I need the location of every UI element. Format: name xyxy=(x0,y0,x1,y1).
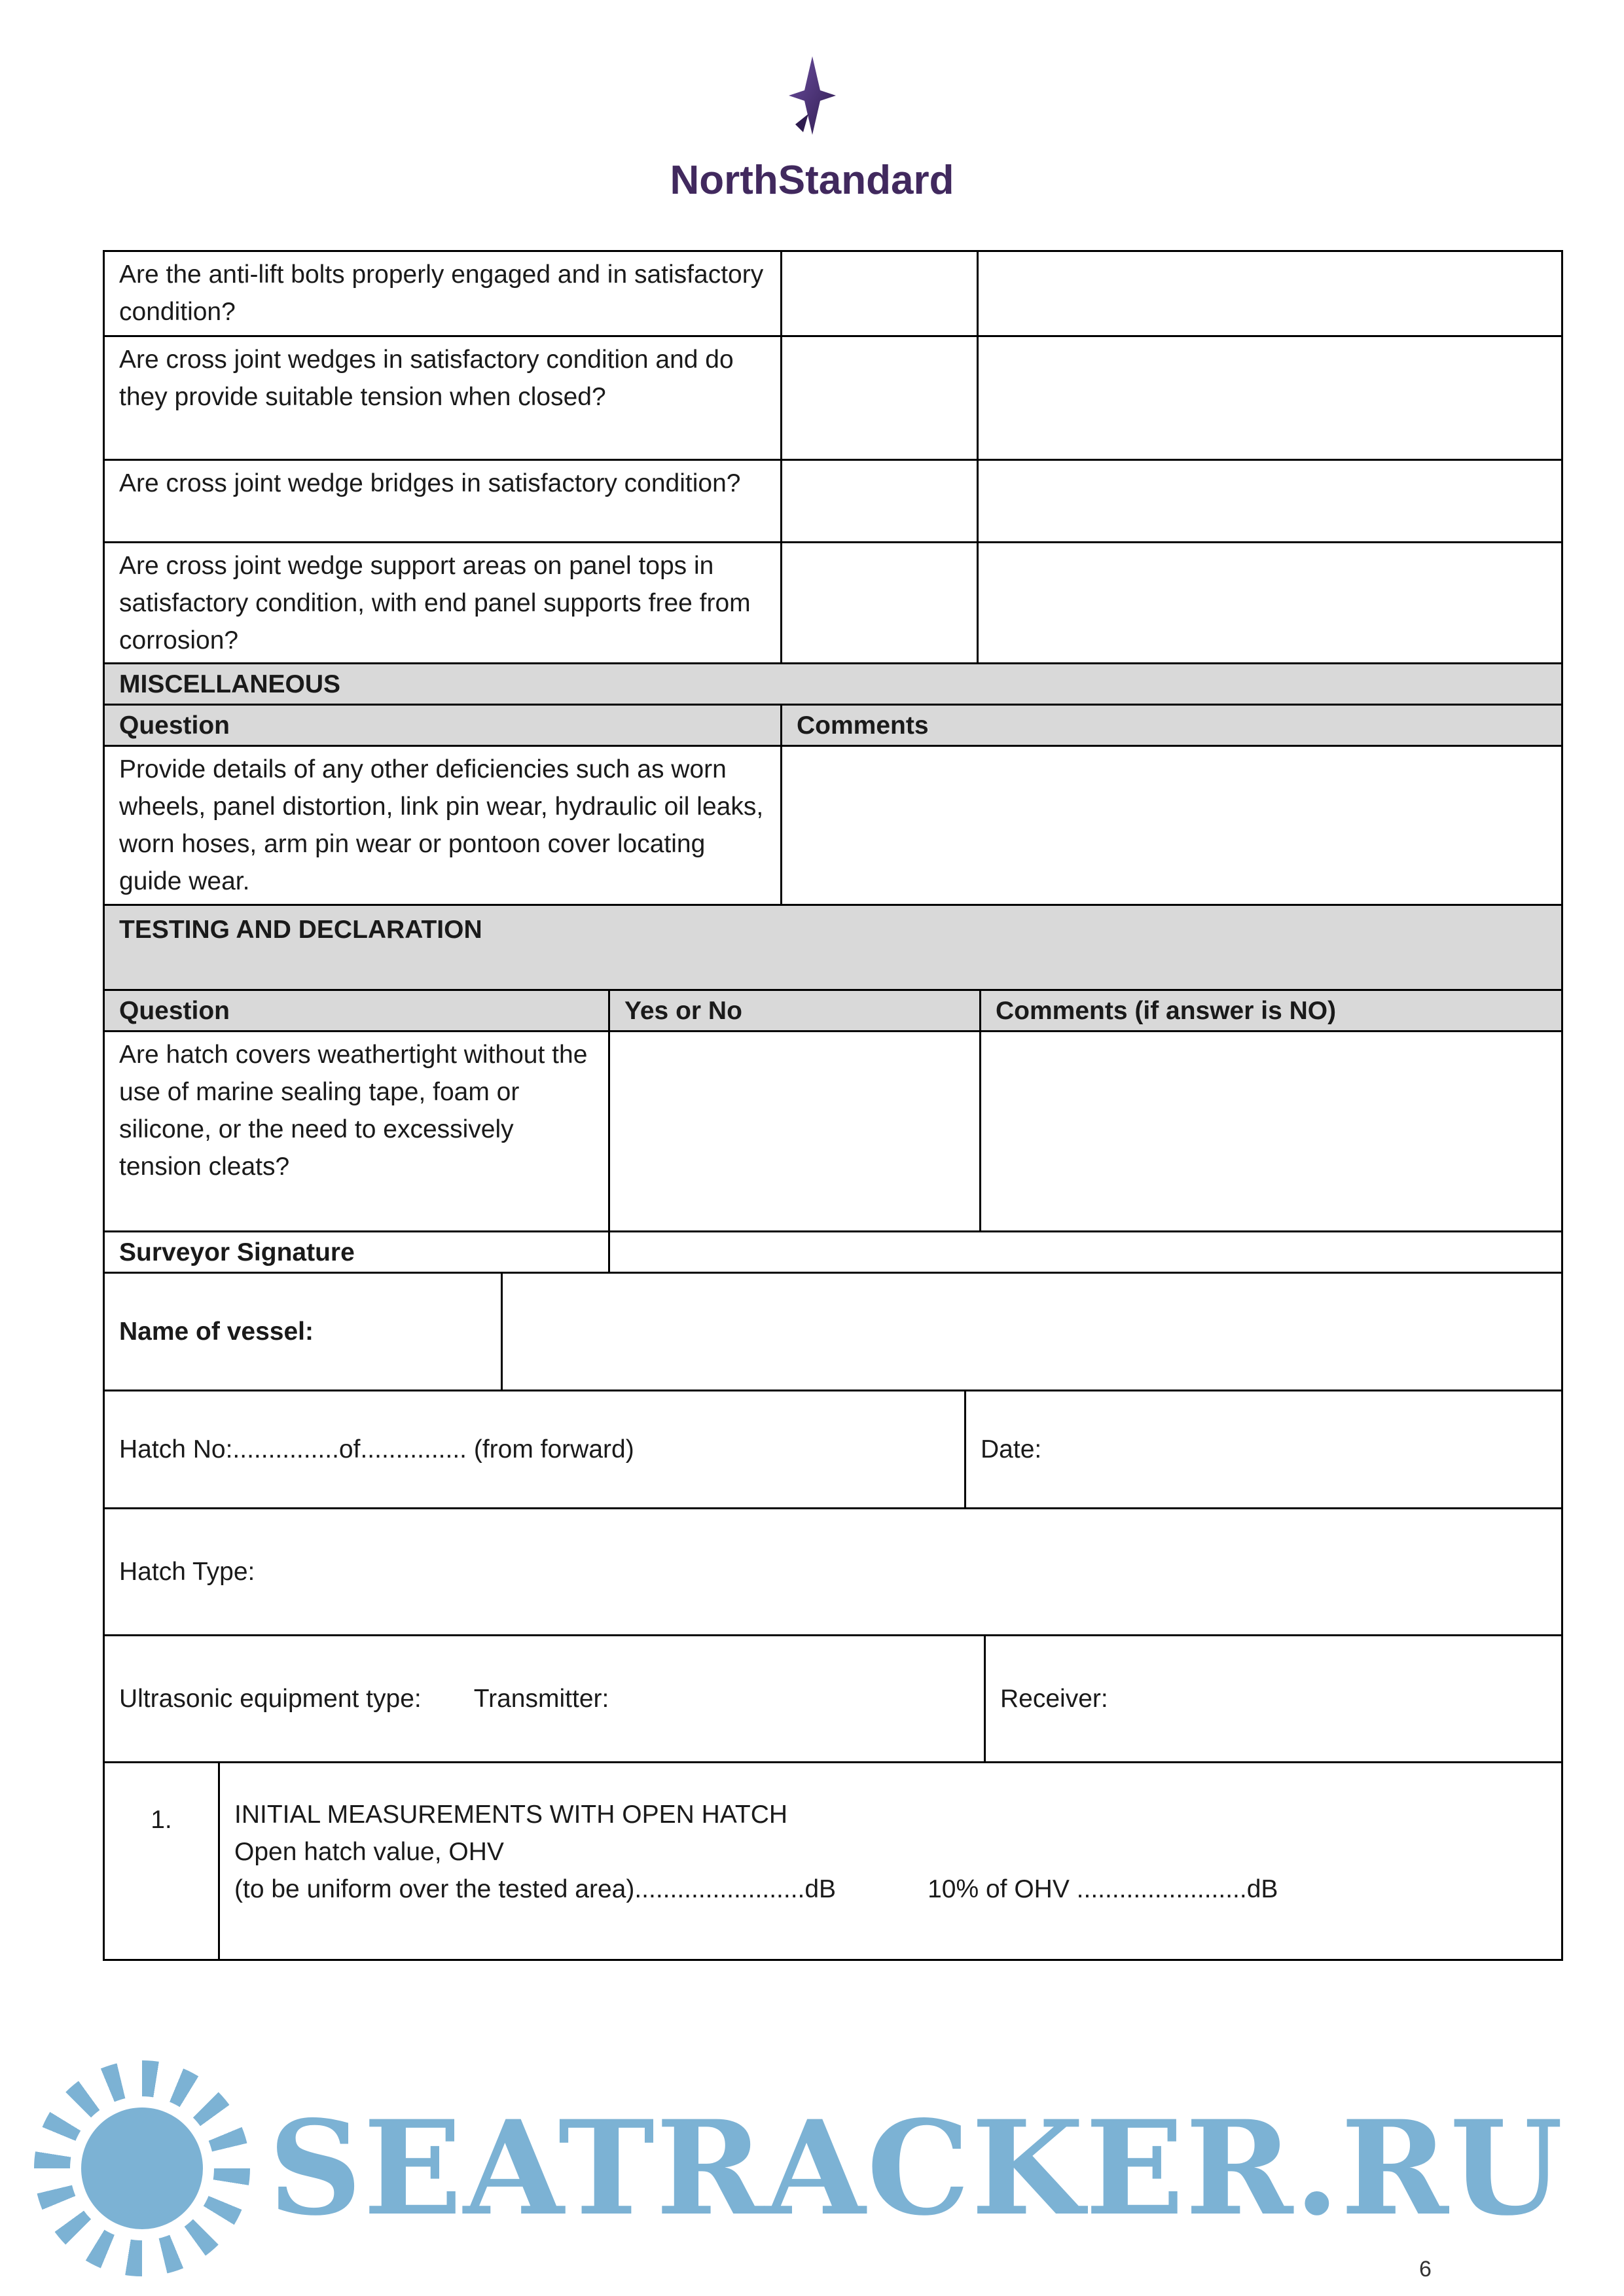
vessel-name-label: Name of vessel: xyxy=(105,1274,503,1391)
question-cell: Are cross joint wedges in satisfactory condition and do they provide suitable tension when closed? xyxy=(105,337,782,461)
surveyor-signature-label: Surveyor Signature xyxy=(105,1232,610,1274)
comments-cell xyxy=(979,543,1563,664)
item-content-cell xyxy=(220,1763,1563,1961)
section-header-row xyxy=(105,664,1563,706)
ultrasonic-type-label: Ultrasonic equipment type: xyxy=(119,1685,422,1713)
hatch-no-date-row xyxy=(105,1391,1563,1509)
watermark-text: SEATRACKER.RU xyxy=(268,2092,1564,2244)
column-header-comments: Comments xyxy=(782,706,1563,747)
hatch-no-label: Hatch No:...............of............... (from forward) xyxy=(105,1391,966,1509)
yes-no-cell xyxy=(782,337,979,461)
transmitter-label: Transmitter: xyxy=(473,1685,609,1713)
column-header-yes-no: Yes or No xyxy=(610,991,981,1032)
document-header xyxy=(0,56,1624,204)
ohv-percent-label: 10% of OHV ........................dB xyxy=(928,1875,1278,1903)
item-title: INITIAL MEASUREMENTS WITH OPEN HATCH xyxy=(234,1801,788,1829)
vessel-name-row xyxy=(105,1274,1563,1391)
comments-cell xyxy=(979,461,1563,543)
hatch-type-row xyxy=(105,1509,1563,1636)
column-header-row xyxy=(105,991,1563,1032)
measurement-item-row xyxy=(105,1763,1563,1961)
item-subtitle: Open hatch value, OHV xyxy=(234,1838,504,1866)
comments-cell xyxy=(979,337,1563,461)
item-values-line xyxy=(234,1871,1547,1908)
column-header-question: Question xyxy=(105,991,610,1032)
comments-cell xyxy=(981,1032,1563,1232)
comments-cell xyxy=(782,747,1563,906)
section-header-row xyxy=(105,906,1563,991)
hatch-type-label: Hatch Type: xyxy=(105,1509,1563,1636)
sun-icon xyxy=(34,2060,250,2276)
yes-no-cell xyxy=(782,543,979,664)
yes-no-cell xyxy=(782,461,979,543)
section-title-miscellaneous: MISCELLANEOUS xyxy=(105,664,1563,706)
table-row xyxy=(105,252,1563,337)
table-row xyxy=(105,337,1563,461)
comments-cell xyxy=(979,252,1563,337)
column-header-comments-if-no: Comments (if answer is NO) xyxy=(981,991,1563,1032)
ohv-value-label: (to be uniform over the tested area)........................dB xyxy=(234,1875,837,1903)
column-header-question: Question xyxy=(105,706,782,747)
question-cell: Provide details of any other deficiencies such as worn wheels, panel distortion, link pin wear, hydraulic oil leaks, worn hoses, arm pin wear or pontoon cover locating guide wear. xyxy=(105,747,782,906)
question-cell: Are cross joint wedge bridges in satisfactory condition? xyxy=(105,461,782,543)
question-cell: Are cross joint wedge support areas on panel tops in satisfactory condition, with end panel supports free from corrosion? xyxy=(105,543,782,664)
receiver-label: Receiver: xyxy=(986,1636,1563,1763)
survey-form-table xyxy=(103,250,1563,1961)
question-cell: Are hatch covers weathertight without the use of marine sealing tape, foam or silicone, or the need to excessively tension cleats? xyxy=(105,1032,610,1232)
item-number: 1. xyxy=(105,1763,220,1961)
column-header-row xyxy=(105,706,1563,747)
table-row xyxy=(105,543,1563,664)
table-row xyxy=(105,1032,1563,1232)
yes-no-cell xyxy=(782,252,979,337)
table-row xyxy=(105,747,1563,906)
table-row xyxy=(105,461,1563,543)
ultrasonic-row xyxy=(105,1636,1563,1763)
watermark xyxy=(34,2060,1564,2276)
yes-no-cell xyxy=(610,1032,981,1232)
surveyor-signature-row xyxy=(105,1232,1563,1274)
brand-wordmark: NorthStandard xyxy=(670,158,954,203)
ultrasonic-equipment-cell xyxy=(105,1636,986,1763)
vessel-name-field xyxy=(503,1274,1563,1391)
surveyor-signature-field xyxy=(610,1232,1563,1274)
date-label: Date: xyxy=(966,1391,1563,1509)
northstandard-star-icon xyxy=(773,56,852,154)
page-number: 6 xyxy=(1419,2257,1432,2282)
section-title-testing: TESTING AND DECLARATION xyxy=(105,906,1563,991)
question-cell: Are the anti-lift bolts properly engaged and in satisfactory condition? xyxy=(105,252,782,337)
